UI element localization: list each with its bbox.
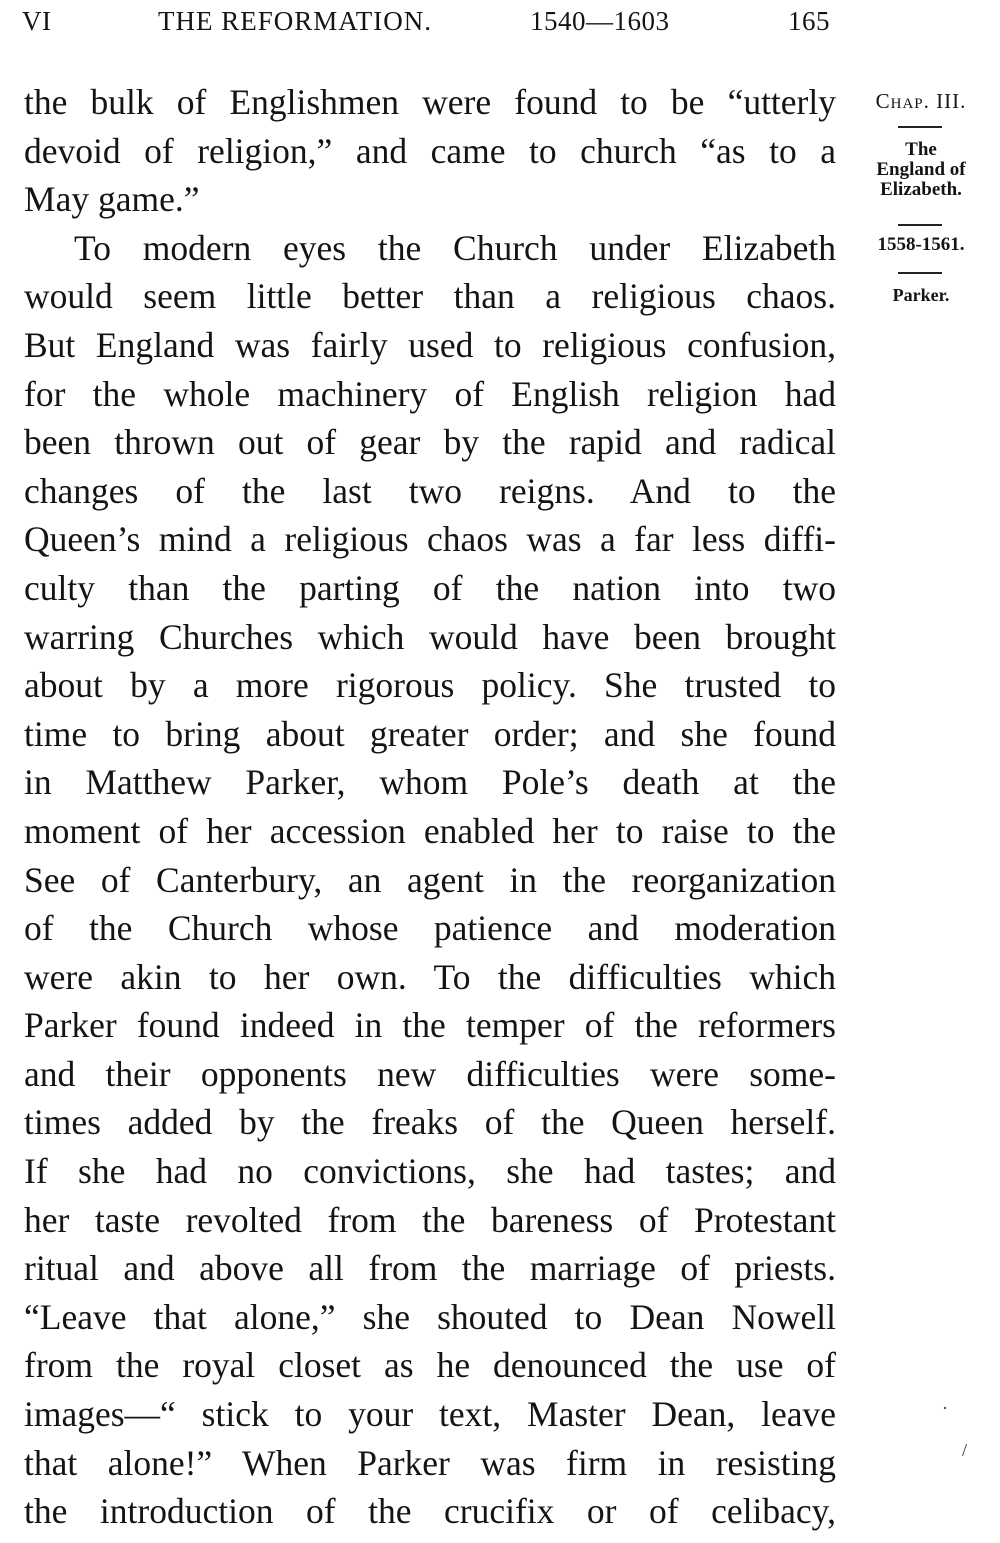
text-line: May game.” bbox=[24, 179, 200, 220]
text-line: If she had no convictions, she had tastes; and bbox=[24, 1151, 836, 1192]
text-line: would seem little better than a religious chaos. bbox=[24, 276, 836, 317]
margin-rule bbox=[898, 126, 942, 128]
text-line: “Leave that alone,” she shouted to Dean Nowell bbox=[24, 1296, 836, 1337]
margin-rule bbox=[898, 224, 942, 226]
print-speck: / bbox=[962, 1440, 968, 1460]
text-line: moment of her accession enabled her to raise to the bbox=[24, 810, 836, 851]
print-speck: · bbox=[942, 1398, 948, 1418]
text-line: for the whole machinery of English religion had bbox=[24, 373, 836, 414]
text-line: from the royal closet as he denounced the use of bbox=[24, 1345, 836, 1386]
margin-topic-line: The bbox=[905, 139, 937, 160]
margin-rule bbox=[898, 272, 942, 274]
text-line: But England was fairly used to religious confusion, bbox=[24, 324, 836, 365]
text-line: Parker found indeed in the temper of the reformers bbox=[24, 1005, 836, 1046]
text-line: times added by the freaks of the Queen herself. bbox=[24, 1102, 836, 1143]
text-line: about by a more rigorous policy. She trusted to bbox=[24, 665, 836, 706]
page-number: 165 bbox=[788, 6, 830, 36]
text-line: warring Churches which would have been brought bbox=[24, 616, 836, 657]
text-line: the bulk of Englishmen were found to be “utterly bbox=[24, 82, 836, 122]
text-line: devoid of religion,” and came to church “as to a bbox=[24, 130, 836, 171]
text-line: To modern eyes the Church under Elizabeth bbox=[74, 227, 836, 268]
text-line: time to bring about greater order; and she found bbox=[24, 713, 836, 754]
text-line: in Matthew Parker, whom Pole’s death at the bbox=[24, 762, 836, 803]
text-line: her taste revolted from the bareness of Protestant bbox=[24, 1199, 836, 1240]
running-head bbox=[22, 6, 840, 46]
margin-chapter: Chap. III. bbox=[875, 89, 967, 113]
text-line: ritual and above all from the marriage of priests. bbox=[24, 1248, 836, 1289]
text-line: changes of the last two reigns. And to the bbox=[24, 470, 836, 511]
running-head-dates: 1540—1603 bbox=[530, 6, 670, 36]
text-line: were akin to her own. To the difficulties which bbox=[24, 956, 836, 997]
text-line: that alone!” When Parker was firm in resisting bbox=[24, 1442, 836, 1483]
text-line: culty than the parting of the nation into two bbox=[24, 567, 836, 608]
text-line: See of Canterbury, an agent in the reorganization bbox=[24, 859, 836, 900]
text-line: and their opponents new difficulties were some- bbox=[24, 1053, 836, 1094]
body-text bbox=[24, 78, 836, 1536]
margin-name: Parker. bbox=[892, 285, 950, 305]
text-line: Queen’s mind a religious chaos was a far less diffi- bbox=[24, 519, 836, 560]
text-line: images—“ stick to your text, Master Dean, leave bbox=[24, 1394, 836, 1435]
running-head-chapter: VI bbox=[22, 6, 52, 36]
margin-topic-line: Elizabeth. bbox=[880, 179, 962, 200]
margin-topic-line: England of bbox=[876, 159, 966, 180]
text-line: of the Church whose patience and moderation bbox=[24, 908, 836, 949]
running-head-title: THE REFORMATION. bbox=[158, 6, 433, 36]
margin-topic bbox=[848, 140, 994, 200]
text-line: the introduction of the crucifix or of celibacy, bbox=[24, 1491, 836, 1532]
text-line: been thrown out of gear by the rapid and radical bbox=[24, 422, 836, 463]
margin-years: 1558-1561. bbox=[877, 234, 965, 255]
